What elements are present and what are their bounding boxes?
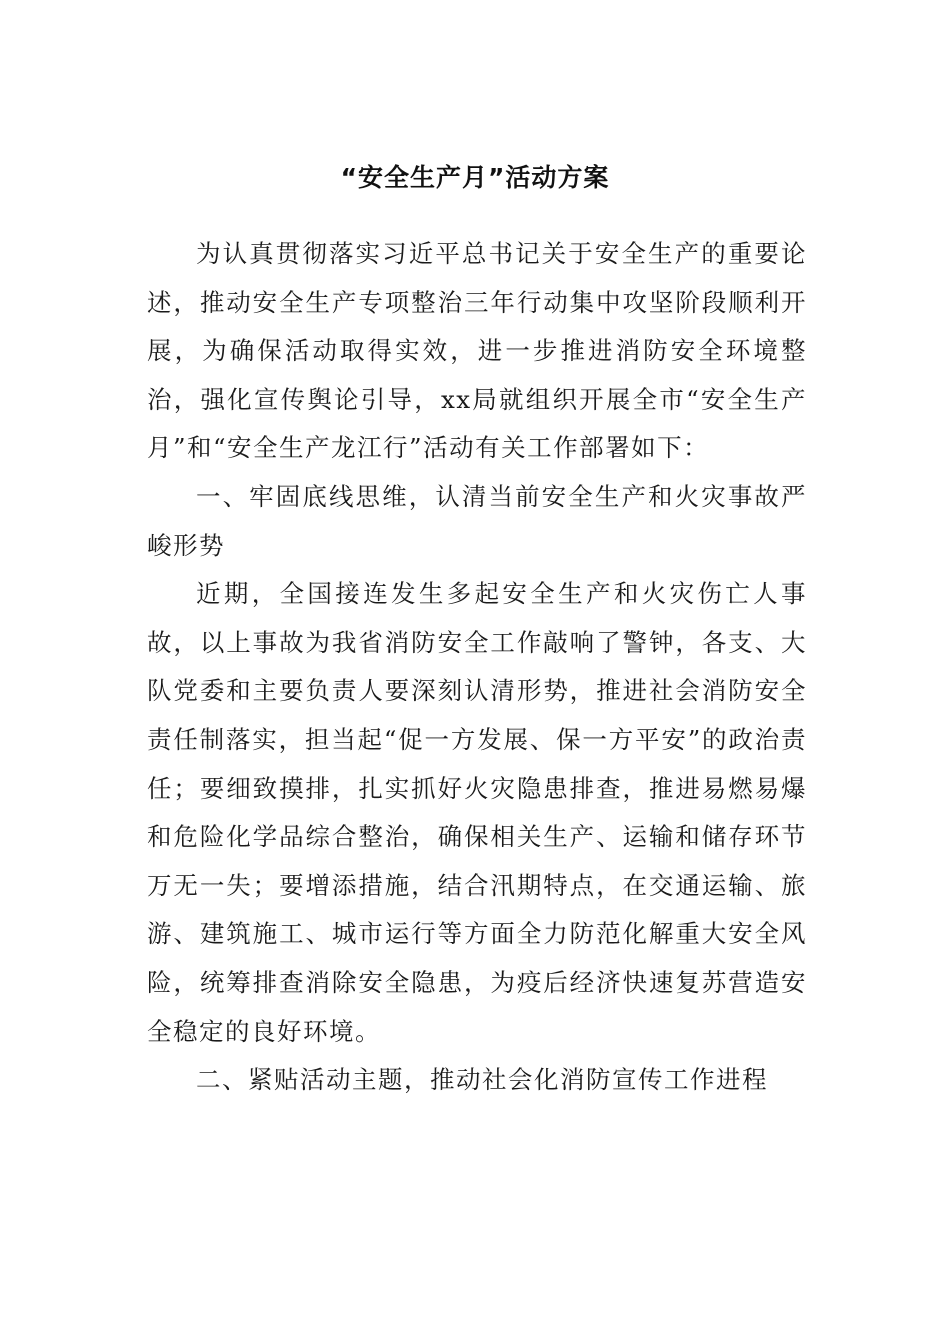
intro-paragraph: 为认真贯彻落实习近平总书记关于安全生产的重要论述，推动安全生产专项整治三年行动集中攻坚阶段顺利开展，为确保活动取得实效，进一步推进消防安全环境整治，强化宣传舆论引导，xx局就组织开展全市“安全生产月”和“安全生产龙江行”活动有关工作部署如下： <box>147 239 807 463</box>
document-title: “安全生产月”活动方案 <box>340 163 610 192</box>
section-heading-1: 一、牢固底线思维，认清当前安全生产和火灾事故严峻形势 <box>147 481 807 560</box>
section-1-paragraph: 近期，全国接连发生多起安全生产和火灾伤亡人事故，以上事故为我省消防安全工作敲响了警钟，各支、大队党委和主要负责人要深刻认清形势，推进社会消防安全责任制落实，担当起“促一方发展、保一方平安”的政治责任；要细致摸排，扎实抓好火灾隐患排查，推进易燃易爆和危险化学品综合整治，确保相关生产、运输和储存环节万无一失；要增添措施，结合汛期特点，在交通运输、旅游、建筑施工、城市运行等方面全力防范化解重大安全风险，统筹排查消除安全隐患，为疫后经济快速复苏营造安全稳定的良好环境。 <box>147 579 807 1046</box>
section-heading-2: 二、紧贴活动主题，推动社会化消防宣传工作进程 <box>196 1065 768 1095</box>
document-body <box>147 230 807 1105</box>
